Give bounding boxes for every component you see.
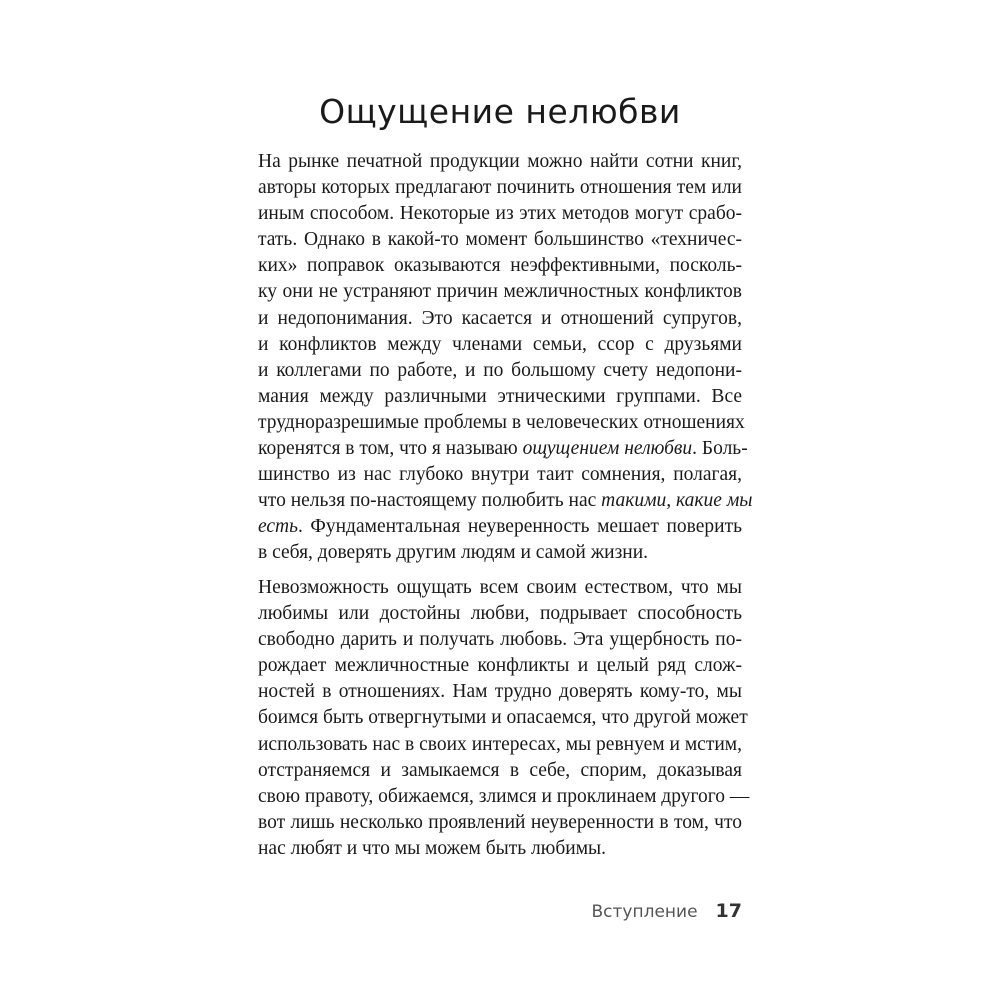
text-line: вот лишь несколько проявлений неуверенности в том, что [258,811,742,833]
paragraph-1 [258,149,753,567]
text-line: и конфликтов между членами семьи, ссор с друзьями [258,333,742,355]
text-line: боимся быть отвергнутыми и опасаемся, что другой может [258,707,748,729]
emphasis-text: такими, какие мы [601,490,753,512]
text-line: ностей в отношениях. Нам трудно доверять кому-то, мы [258,681,742,703]
text-line: свою правоту, обижаемся, злимся и проклинаем другого — [258,785,750,807]
text-segment: . Боль- [692,438,748,460]
text-line: шинство из нас глубоко внутри таит сомнения, полагая, [258,464,742,486]
text-line: мания между различными этническими группами. Все [258,385,742,407]
text-segment: коренятся в том, что я называю [258,438,523,460]
paragraph-2 [258,575,750,862]
text-line: использовать нас в своих интересах, мы ревнуем и мстим, [258,733,742,755]
text-line: трудноразрешимые проблемы в человеческих отношениях [258,411,745,433]
text-line: иным способом. Некоторые из этих методов могут срабо- [258,203,742,225]
text-line: нас любят и что мы можем быть любимы. [258,837,607,859]
text-line [258,488,753,514]
emphasis-text: есть [258,516,299,538]
page-footer [592,900,743,922]
text-line: и недопонимания. Это касается и отношений супругов, [258,307,742,329]
text-line: в себя, доверять другим людям и самой жизни. [258,542,649,564]
text-line: отстраняемся и замыкаемся в себе, спорим, доказывая [258,759,742,781]
text-segment: . Фундаментальная неуверенность мешает поверить [298,516,742,538]
text-line: Невозможность ощущать всем своим естеством, что мы [258,577,742,598]
text-line: ких» поправок оказываются неэффективными, посколь- [258,255,742,277]
text-line [258,514,742,540]
text-line: тать. Однако в какой-то момент большинство «техничес- [258,229,742,251]
text-segment: что нельзя по-настоящему полюбить нас [258,490,602,512]
text-line: На рынке печатной продукции можно найти сотни книг, [258,151,742,172]
chapter-title: Ощущение нелюбви [319,92,681,131]
page-number: 17 [715,900,742,922]
text-line: авторы которых предлагают починить отношения тем или [258,177,742,199]
emphasis-text: ощущением нелюбви [522,438,693,460]
section-name: Вступление [591,902,698,922]
text-line: свободно дарить и получать любовь. Эта ущербность по- [258,629,742,651]
text-line: ку они не устраняют причин межличностных конфликтов [258,281,742,303]
text-line: рождает межличностные конфликты и целый ряд слож- [258,655,742,677]
text-line: любимы или достойны любви, подрывает способность [258,603,742,625]
text-line [258,436,748,462]
text-line: и коллегами по работе, и по большому счету недопони- [258,359,742,381]
